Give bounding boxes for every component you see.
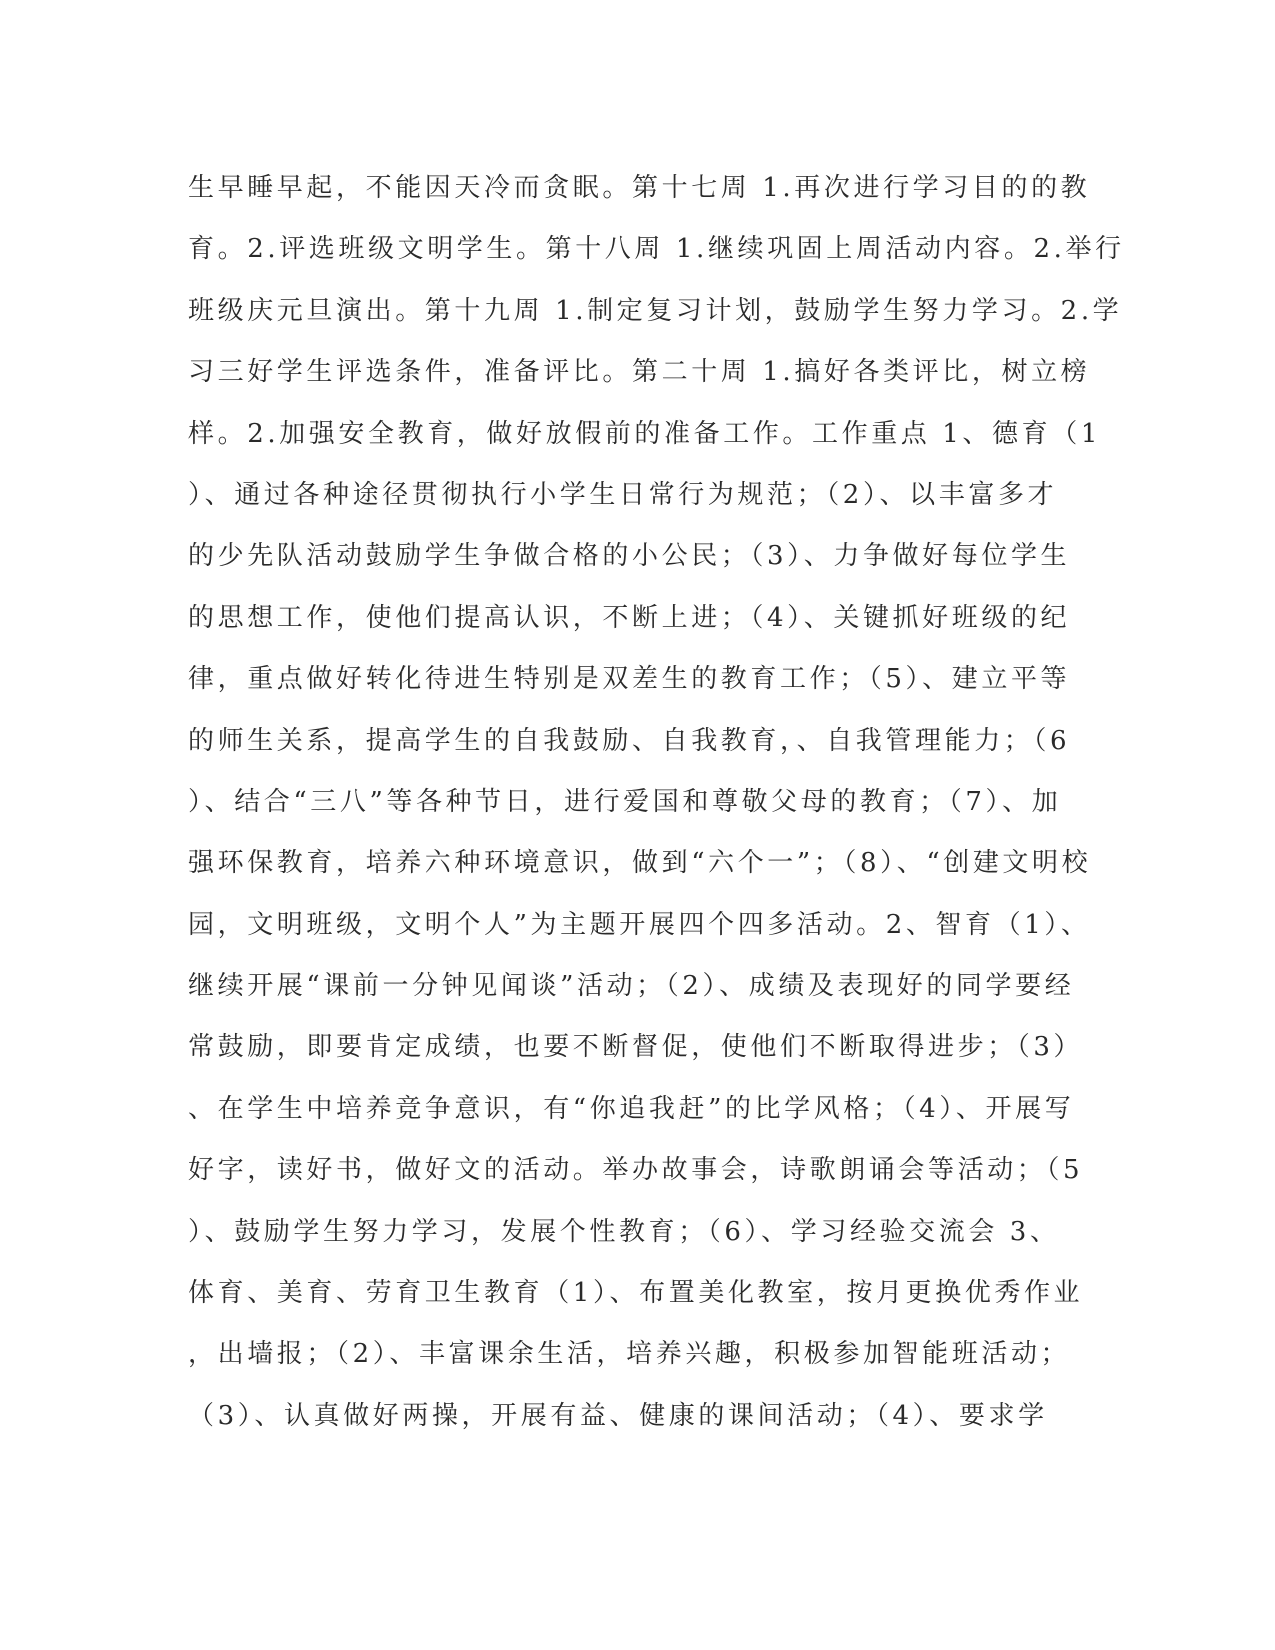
text-line: ）、通过各种途径贯彻执行小学生日常行为规范；（2）、以丰富多才 — [188, 479, 1058, 510]
text-line: 常鼓励，即要肯定成绩，也要不断督促，使他们不断取得进步；（3） — [188, 1032, 1084, 1063]
text-line: 样。2.加强安全教育，做好放假前的准备工作。工作重点 1、德育（1 — [188, 418, 1101, 449]
text-line: （3）、认真做好两操，开展有益、健康的课间活动；（4）、要求学 — [188, 1400, 1048, 1431]
text-line: ）、鼓励学生努力学习，发展个性教育；（6）、学习经验交流会 3、 — [188, 1216, 1060, 1247]
text-line: ）、结合“三八”等各种节日，进行爱国和尊敬父母的教育；（7）、加 — [188, 786, 1062, 817]
text-line: 班级庆元旦演出。第十九周 1.制定复习计划，鼓励学生努力学习。2.学 — [188, 295, 1123, 326]
text-line: 生早睡早起，不能因天冷而贪眠。第十七周 1.再次进行学习目的的教 — [188, 173, 1091, 203]
text-line: 的师生关系，提高学生的自我鼓励、自我教育，、自我管理能力；（6 — [188, 725, 1071, 756]
text-line: 的思想工作，使他们提高认识，不断上进；（4）、关键抓好班级的纪 — [188, 602, 1071, 633]
text-line: 、在学生中培养竞争意识，有“你追我赶”的比学风格；（4）、开展写 — [188, 1093, 1075, 1124]
text-line: 律，重点做好转化待进生特别是双差生的教育工作；（5）、建立平等 — [188, 664, 1071, 695]
text-line: 强环保教育，培养六种环境意识，做到“六个一”；（8）、“创建文明校 — [188, 848, 1092, 879]
body-text — [188, 158, 1125, 1447]
text-line: 育。2.评选班级文明学生。第十八周 1.继续巩固上周活动内容。2.举行 — [188, 234, 1125, 265]
text-line: 好字，读好书，做好文的活动。举办故事会，诗歌朗诵会等活动；（5 — [188, 1155, 1084, 1186]
text-line: 习三好学生评选条件，准备评比。第二十周 1.搞好各类评比，树立榜 — [188, 357, 1091, 388]
text-line: 的少先队活动鼓励学生争做合格的小公民；（3）、力争做好每位学生 — [188, 541, 1071, 572]
text-line: 园，文明班级，文明个人”为主题开展四个四多活动。2、智育（1）、 — [188, 909, 1091, 940]
text-line: 继续开展“课前一分钟见闻谈”活动；（2）、成绩及表现好的同学要经 — [188, 971, 1075, 1002]
text-line: ，出墙报；（2）、丰富课余生活，培养兴趣，积极参加智能班活动； — [188, 1339, 1071, 1370]
text-line: 体育、美育、劳育卫生教育（1）、布置美化教室，按月更换优秀作业 — [188, 1278, 1084, 1309]
